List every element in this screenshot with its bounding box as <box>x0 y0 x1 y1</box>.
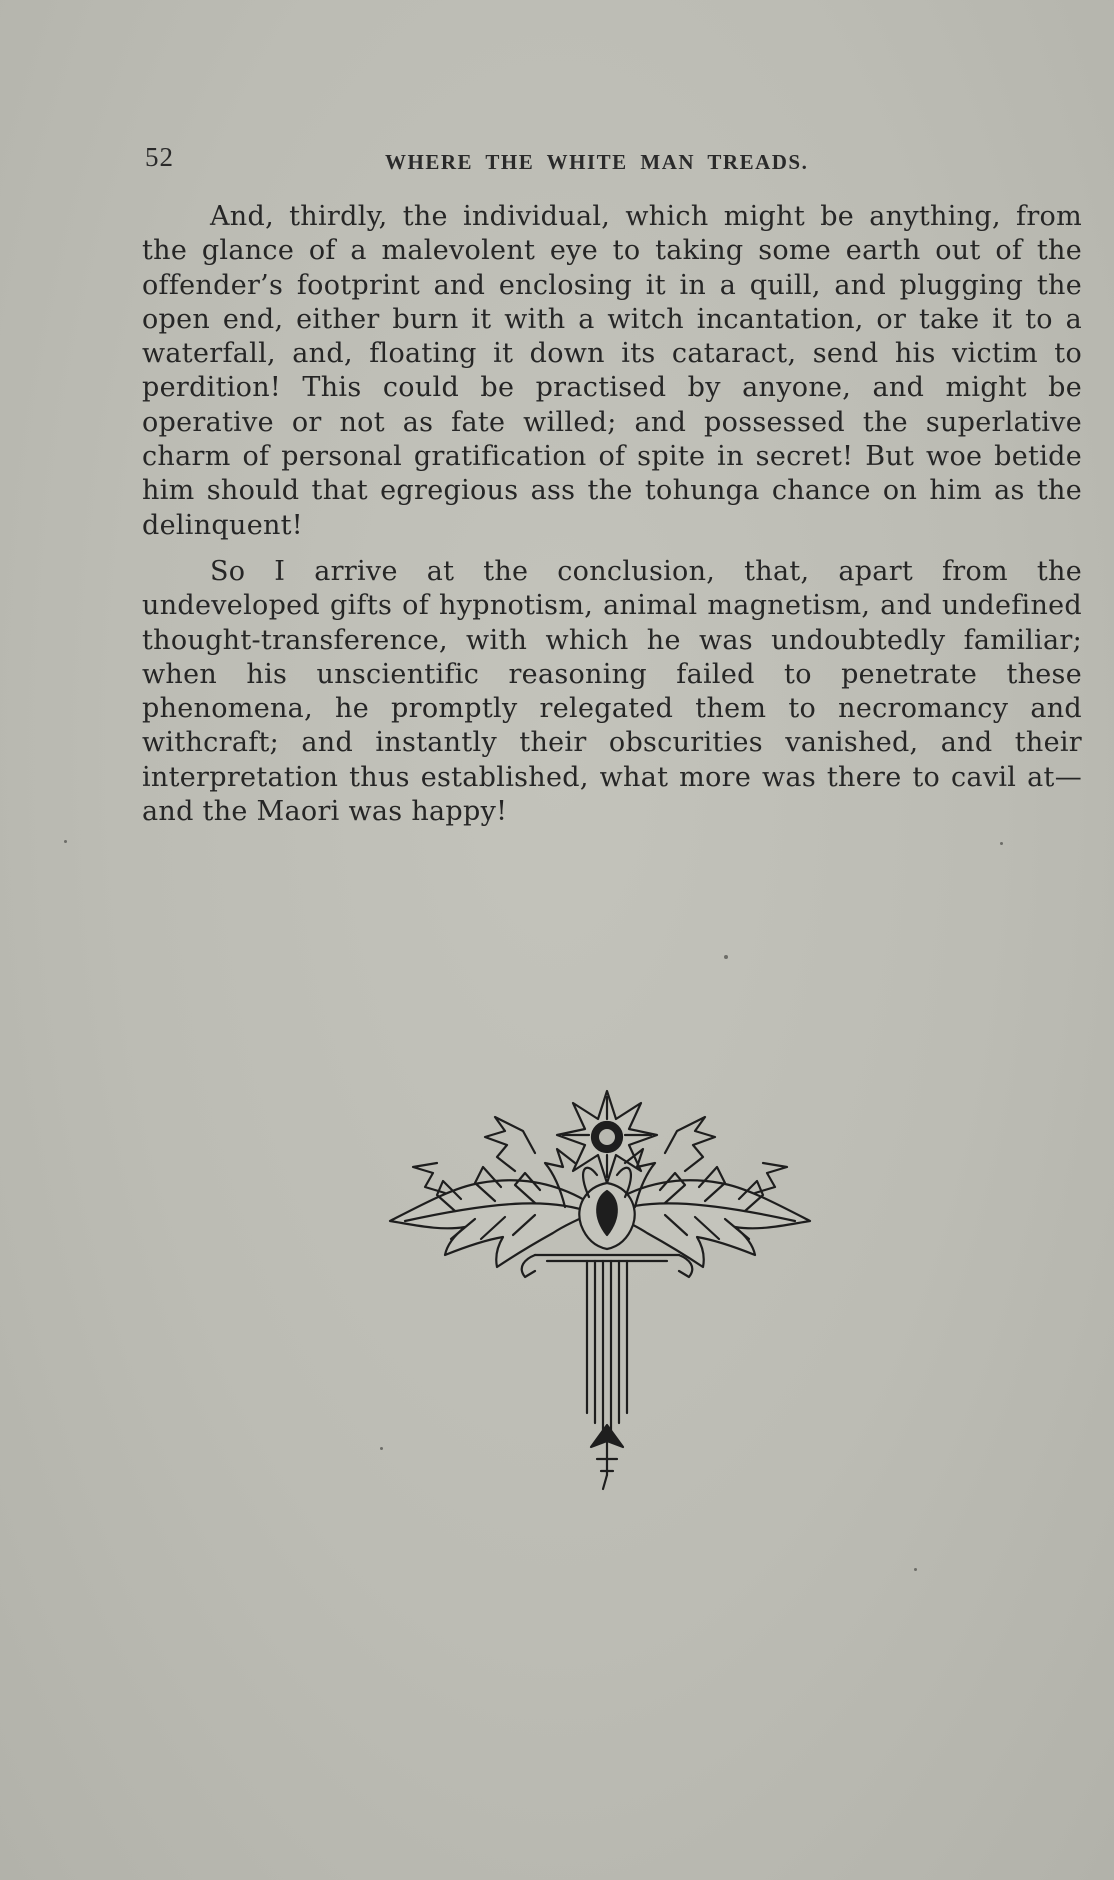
floral-tailpiece-icon <box>385 1075 815 1495</box>
body-text <box>142 200 1082 841</box>
paper-speck <box>724 955 728 959</box>
paragraph-2: So I arrive at the conclusion, that, apart from the undeveloped gifts of hypnotism, animal magnetism, and undefined thought-transference, with which he was undoubtedly familiar; when his unscientific reasoning failed to penetrate these phenomena, he promptly relegated them to necromancy and withcraft; and instantly their obscurities vanished, and their interpretation thus established, what more was there to cavil at—and the Maori was happy! <box>142 555 1082 828</box>
running-title: WHERE THE WHITE MAN TREADS. <box>385 150 809 174</box>
paper-speck <box>914 1568 917 1571</box>
paper-speck <box>64 840 67 843</box>
paper-speck <box>380 1447 383 1450</box>
paper-speck <box>1000 842 1003 845</box>
paragraph-1: And, thirdly, the individual, which might be anything, from the glance of a malevolent eye to taking some earth out of the offender’s footprint and enclosing it in a quill, and plugging the open end, either burn it with a witch incantation, or take it to a waterfall, and, floating it down its cataract, send his victim to perdition! This could be practised by anyone, and might be operative or not as fate willed; and possessed the superlative charm of personal gratification of spite in secret! But woe betide him should that egregious ass the tohunga chance on him as the delinquent! <box>142 201 1082 541</box>
page-number: 52 <box>145 142 174 172</box>
running-head <box>145 142 1085 182</box>
